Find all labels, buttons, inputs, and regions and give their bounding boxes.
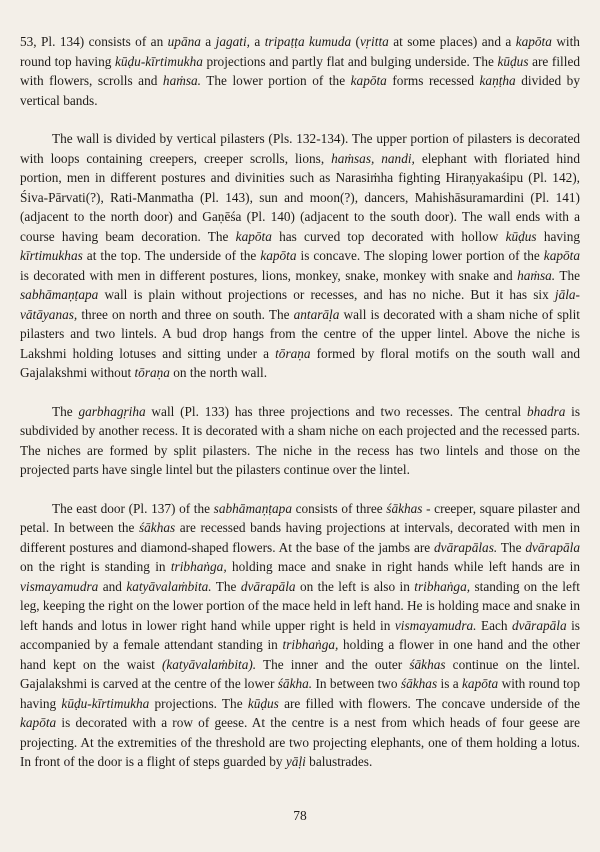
- paragraph-plinth: 53, Pl. 134) consists of an upāna a jagati, a tripaṭṭa kumuda (vṛitta at some places) and a kapōta with round top having kūḍu-kīrtimukha projections and partly flat and bulging underside. The kūḍus are filled with flowers, scrolls and haṁsa. The lower portion of the kapōta forms recessed kaṇṭha divided by vertical bands.: [20, 34, 580, 108]
- page-number: 78: [293, 808, 307, 823]
- paragraph-wall: The wall is divided by vertical pilasters (Pls. 132-134). The upper portion of pilasters is decorated with loops containing creepers, creeper scrolls, lions, haṁsas, nandi, elephant with floriated hind portion, men in different postures and divinities such as Narasiṁha fighting Hiraṇyakaśipu (Pl. 142), Śiva-Pārvati(?), Rati-Manmatha (Pl. 143), sun and moon(?), dancers, Mahishāsuramardini (Pl. 141) (adjacent to the north door) and Gaṇēśa (Pl. 140) (adjacent to the south door). The wall ends with a course having beam decoration. The kapōta has curved top decorated with hollow kūḍus having kīrtimukhas at the top. The underside of the kapōta is concave. The sloping lower portion of the kapōta is decorated with men in different postures, lions, monkey, snake, monkey with snake and haṁsa. The sabhāmaṇṭapa wall is plain without projections or recesses, and has no niche. But it has six jāla-vātāyanas, three on north and three on south. The antarāḷa wall is decorated with a sham niche of split pilasters and two lintels. A bud drop hangs from the centre of the upper lintel. Above the niche is Lakshmi holding lotuses and sitting under a tōraṇa formed by floral motifs on the south wall and Gajalakshmi without tōraṇa on the north wall.: [20, 131, 581, 380]
- paragraph-east-door: The east door (Pl. 137) of the sabhāmaṇṭapa consists of three śākhas - creeper, square pilaster and petal. In between the śākhas are recessed bands having projections at intervals, decorated with men in different postures and diamond-shaped flowers. At the base of the jambs are dvārapālas. The dvārapāla on the right is standing in tribhaṅga, holding mace and snake in right hands while left hands are in vismayamudra and katyāvalaṁbita. The dvārapāla on the left is also in tribhaṅga, standing on the left leg, keeping the right on the lower portion of the mace held in left hand. He is holding mace and snake in left hands and lotus in lower right hand while upper right is held in vismayamudra. Each dvārapāla is accompanied by a female attendant standing in tribhaṅga, holding a flower in one hand and the other hand kept on the waist (katyāvalaṁbita). The inner and the outer śākhas continue on the lintel. Gajalakshmi is carved at the centre of the lower śākha. In between two śākhas is a kapōta with round top having kūḍu-kīrtimukha projections. The kūḍus are filled with flowers. The concave underside of the kapōta is decorated with a row of geese. At the centre is a nest from which heads of four geese are projecting. At the extremities of the threshold are two projecting elephants, one of them holding a lotus. In front of the door is a flight of steps guarded by yāḷi balustrades.: [20, 500, 581, 769]
- paragraph-garbhagriha: The garbhagṛiha wall (Pl. 133) has three projections and two recesses. The central bhadra is subdivided by another recess. It is decorated with a sham niche on each projected and the recessed parts. The niches are formed by split pilasters. The niche in the recess has two lintels and those on the projected parts have single lintel but the pilasters continue over the lintel.: [20, 403, 580, 477]
